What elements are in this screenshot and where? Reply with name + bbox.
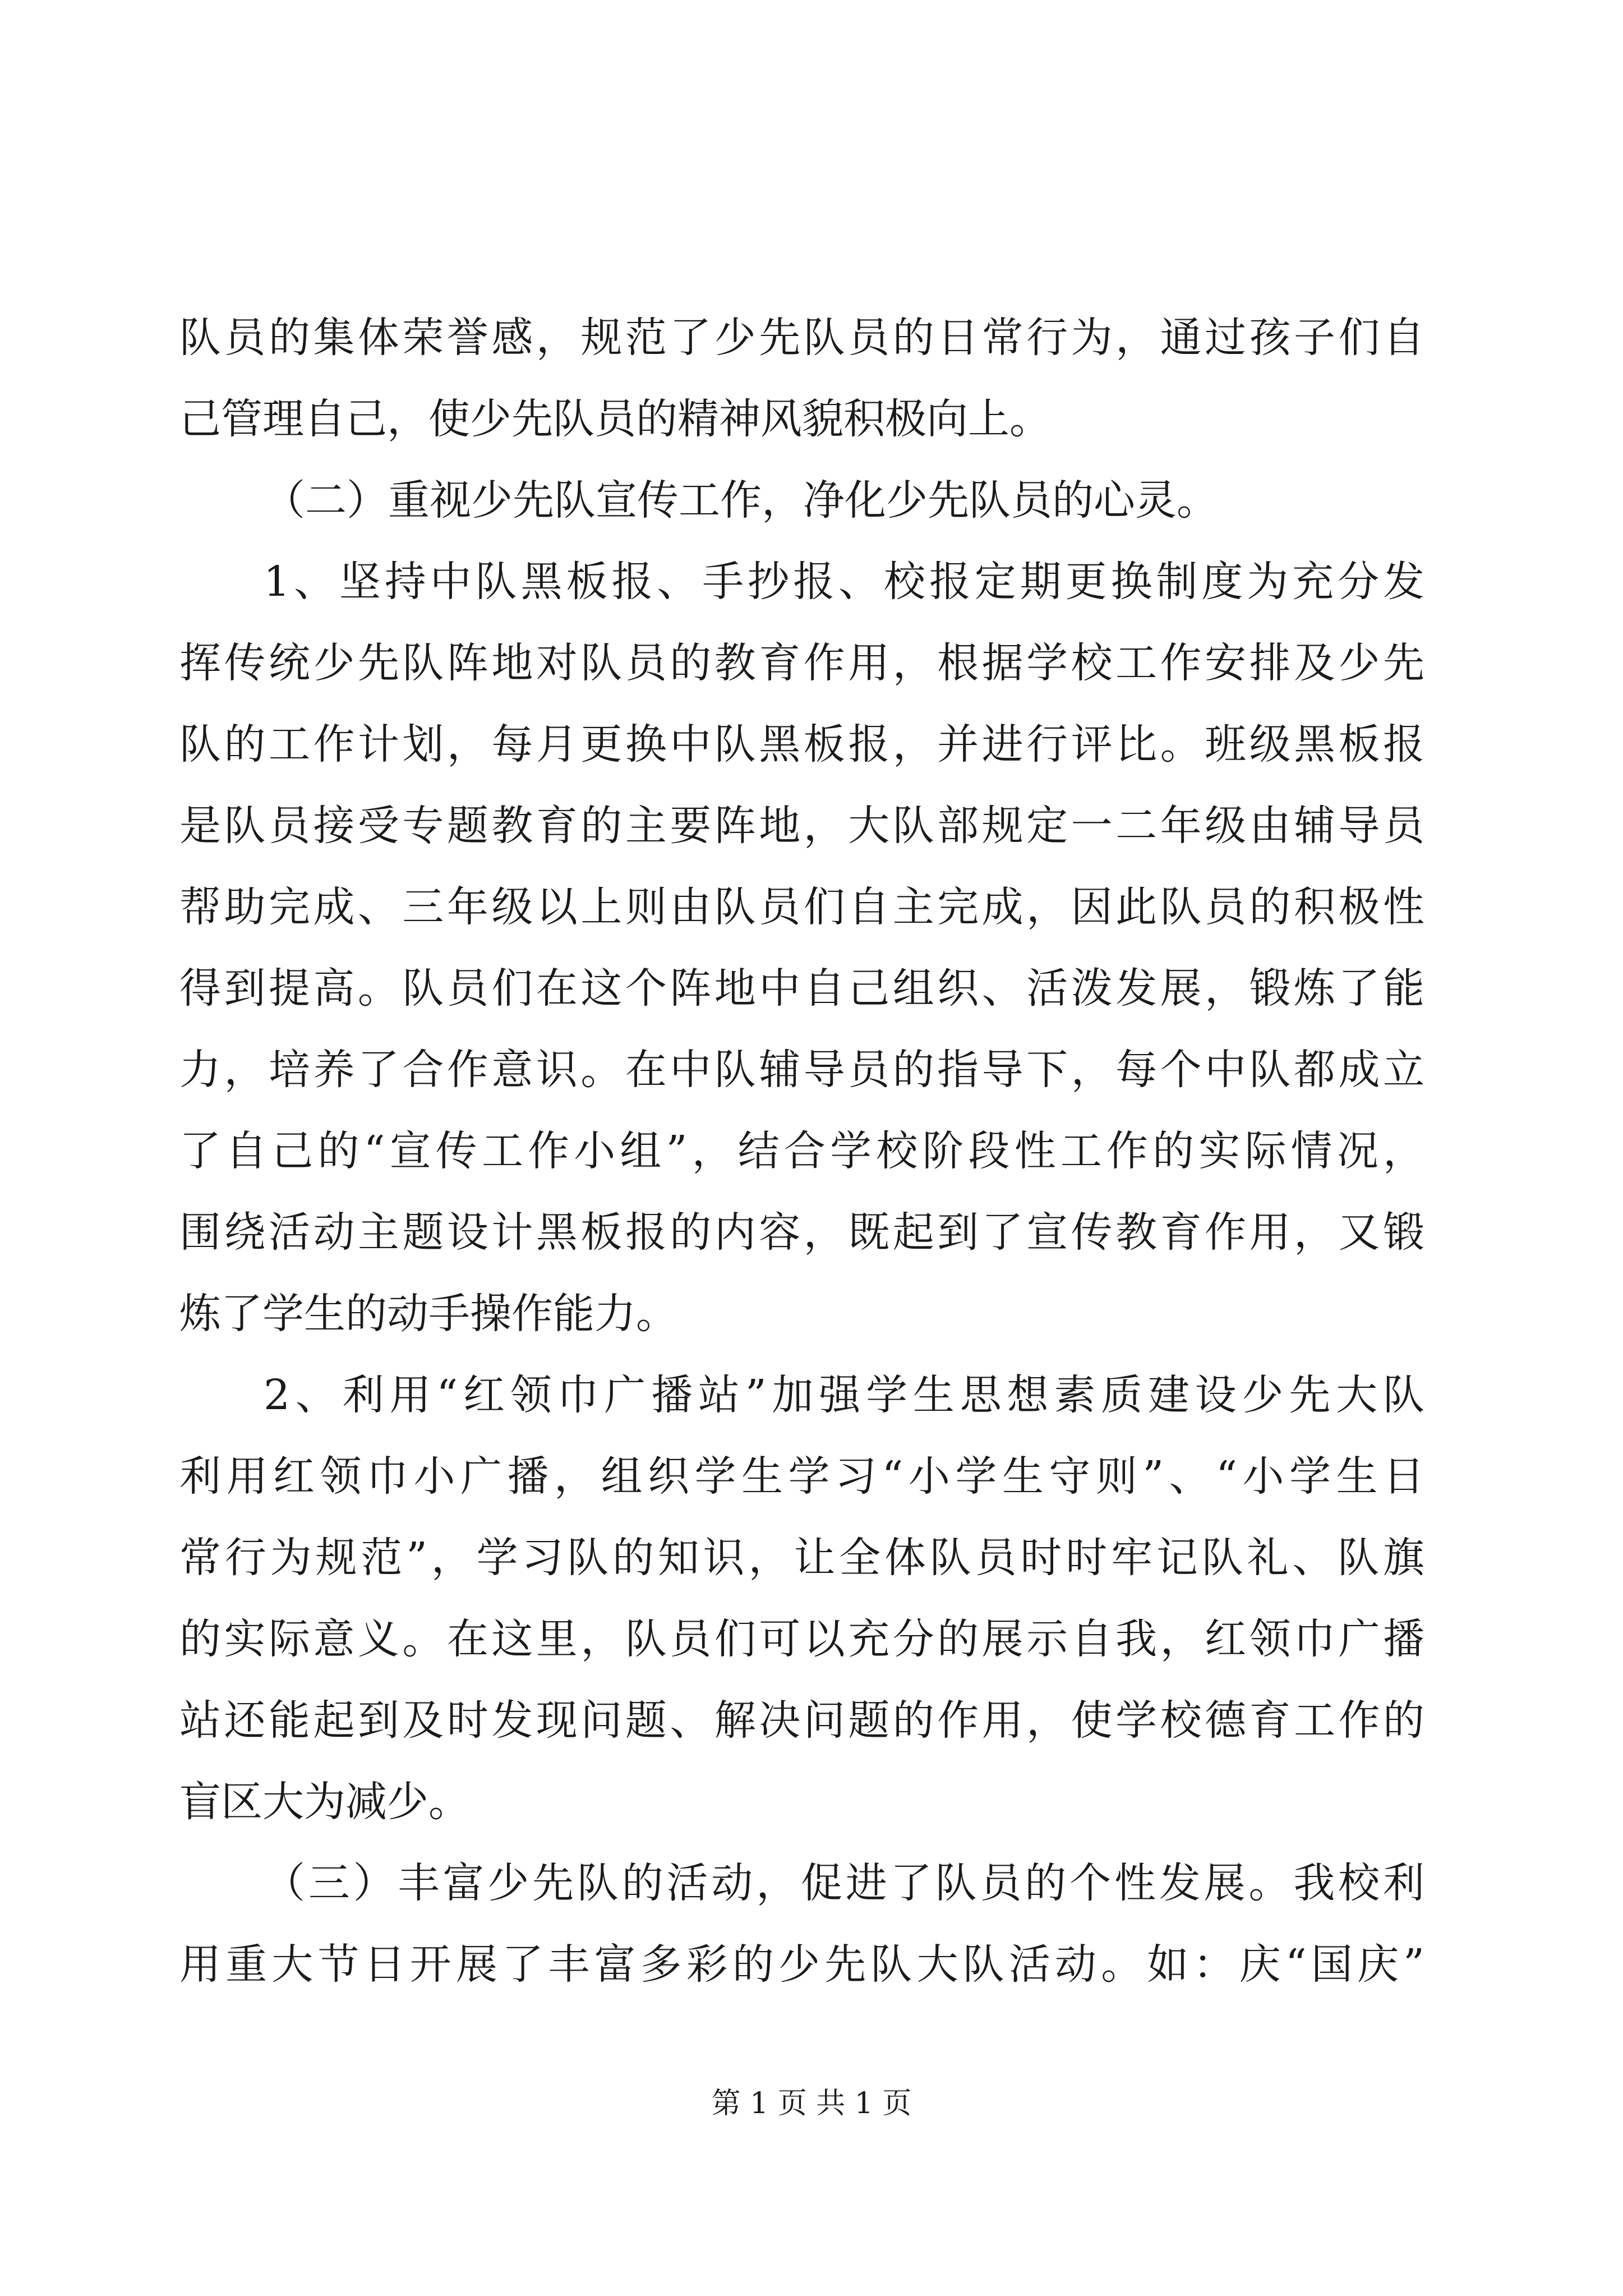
text-line: 利用红领巾小广播，组织学生学习“小学生守则”、“小学生日: [179, 1452, 1424, 1501]
text-line: 常行为规范”，学习队的知识，让全体队员时时牢记队礼、队旗: [179, 1534, 1424, 1582]
section-heading: （三）丰富少先队的活动，促进了队员的个性发展。我校利: [264, 1859, 1424, 1907]
text-line: 用重大节日开展了丰富多彩的少先队大队活动。如：庆“国庆”: [179, 1940, 1424, 1989]
text-line: 了自己的“宣传工作小组”，结合学校阶段性工作的实际情况，: [179, 1127, 1424, 1175]
paragraph-first-line: 2、利用“红领巾广播站”加强学生思想素质建设少先大队: [264, 1371, 1424, 1419]
text-line: 的实际意义。在这里，队员们可以充分的展示自我，红领巾广播: [179, 1615, 1424, 1663]
text-line: 挥传统少先队阵地对队员的教育作用，根据学校工作安排及少先: [179, 639, 1424, 687]
text-line: 是队员接受专题教育的主要阵地，大队部规定一二年级由辅导员: [179, 802, 1424, 850]
text-line: 队员的集体荣誉感，规范了少先队员的日常行为，通过孩子们自: [179, 314, 1424, 362]
text-line: 力，培养了合作意识。在中队辅导员的指导下，每个中队都成立: [179, 1046, 1424, 1094]
text-line: 队的工作计划，每月更换中队黑板报，并进行评比。班级黑板报: [179, 720, 1424, 769]
text-line: 帮助完成、三年级以上则由队员们自主完成，因此队员的积极性: [179, 883, 1424, 931]
text-line: 炼了学生的动手操作能力。: [179, 1290, 677, 1338]
text-line: 己管理自己，使少先队员的精神风貌积极向上。: [179, 395, 1051, 443]
page-number-footer: 第 1 页 共 1 页: [711, 2087, 912, 2120]
text-line: 站还能起到及时发现问题、解决问题的作用，使学校德育工作的: [179, 1696, 1424, 1745]
paragraph-first-line: 1、坚持中队黑板报、手抄报、校报定期更换制度为充分发: [264, 558, 1424, 606]
document-body: [179, 297, 1424, 2005]
text-line: 围绕活动主题设计黑板报的内容，既起到了宣传教育作用，又锻: [179, 1208, 1424, 1257]
section-heading: （二）重视少先队宣传工作，净化少先队员的心灵。: [264, 476, 1218, 524]
text-line: 得到提高。队员们在这个阵地中自己组织、活泼发展，锻炼了能: [179, 964, 1424, 1013]
text-line: 盲区大为减少。: [179, 1778, 470, 1826]
